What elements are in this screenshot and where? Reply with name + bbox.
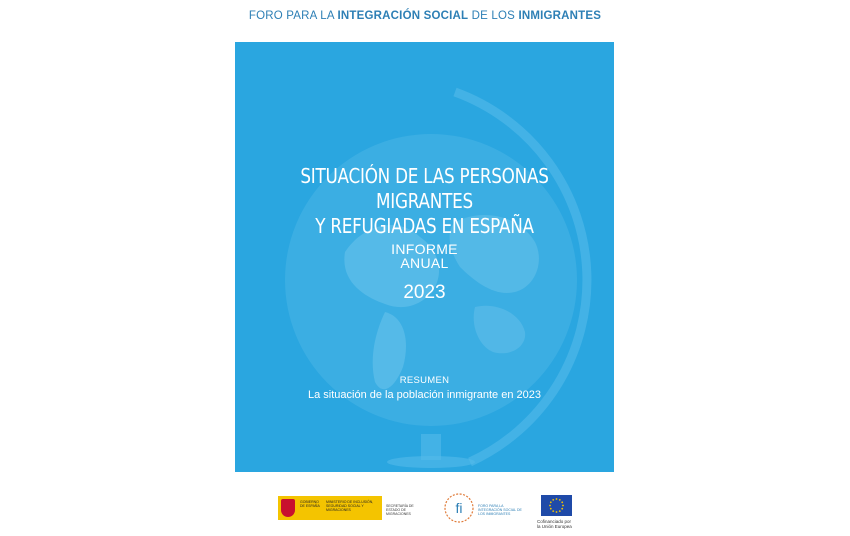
informe-line2: ANUAL xyxy=(400,255,449,271)
informe-label xyxy=(235,242,614,270)
resumen-label: RESUMEN xyxy=(399,375,450,386)
eu-cofinanciado-text xyxy=(537,519,587,529)
eu-line2: la Unión Europea xyxy=(537,524,572,529)
coat-of-arms-icon xyxy=(281,499,295,517)
foro-logo-text: FORO PARA LA INTEGRACIÓN SOCIAL DE LOS INMIGRANTES xyxy=(478,504,522,516)
header-part4: INMIGRANTES xyxy=(518,10,602,22)
gobierno-text: GOBIERNO DE ESPAÑA xyxy=(300,500,320,508)
cover-subtitle: La situación de la población inmigrante en 2023 xyxy=(308,389,541,401)
eu-flag-icon xyxy=(541,495,572,516)
cover-title-line2: Y REFUGIADAS EN ESPAÑA xyxy=(315,214,534,238)
fi-mark: fi xyxy=(455,500,463,516)
header-part2: INTEGRACIÓN SOCIAL xyxy=(337,10,469,22)
header-title xyxy=(0,10,850,22)
footer-logos xyxy=(0,490,850,530)
cover-title xyxy=(269,164,580,239)
gobierno-logo xyxy=(278,496,382,520)
eu-line1: Cofinanciado por xyxy=(537,519,572,524)
report-year: 2023 xyxy=(403,282,446,303)
cover-title-line1: SITUACIÓN DE LAS PERSONAS MIGRANTES xyxy=(300,164,549,213)
cover-panel xyxy=(235,42,614,472)
ministerio-text: MINISTERIO DE INCLUSIÓN, SEGURIDAD SOCIAL Y MIGRACIONES xyxy=(326,500,374,512)
foro-fi-logo-icon xyxy=(443,492,475,524)
informe-line1: INFORME xyxy=(391,241,458,257)
secretaria-text: SECRETARÍA DE ESTADO DE MIGRACIONES xyxy=(386,504,414,516)
header-part3: DE LOS xyxy=(468,10,519,22)
header-part1: FORO PARA LA xyxy=(248,10,338,22)
